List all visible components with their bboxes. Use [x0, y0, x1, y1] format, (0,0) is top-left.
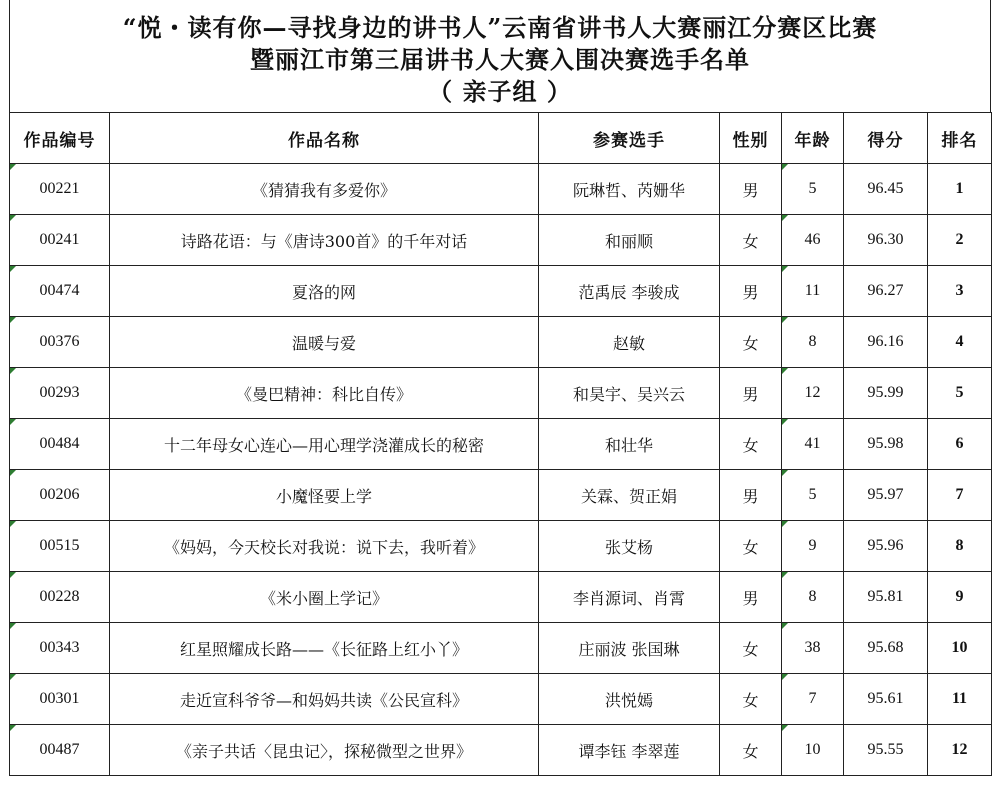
title-line-2: 暨丽江市第三届讲书人大赛入围决赛选手名单: [250, 45, 750, 74]
cell-id: 00515: [10, 521, 110, 572]
table-body: [10, 164, 992, 776]
cell-title: 小魔怪要上学: [110, 470, 539, 521]
cell-id: 00484: [10, 419, 110, 470]
cell-title: 《曼巴精神：科比自传》: [110, 368, 539, 419]
cell-score: 95.99: [844, 368, 928, 419]
cell-title: 诗路花语：与《唐诗300首》的千年对话: [110, 215, 539, 266]
cell-id: 00293: [10, 368, 110, 419]
cell-player: 谭李钰 李翠莲: [539, 725, 720, 776]
table-header-row: [10, 113, 992, 164]
cell-age: 38: [782, 623, 844, 674]
cell-id: 00241: [10, 215, 110, 266]
cell-rank: 1: [928, 164, 992, 215]
cell-score: 95.97: [844, 470, 928, 521]
cell-gender: 女: [720, 317, 782, 368]
cell-rank: 11: [928, 674, 992, 725]
cell-title: 《猜猜我有多爱你》: [110, 164, 539, 215]
cell-rank: 10: [928, 623, 992, 674]
cell-id: 00343: [10, 623, 110, 674]
cell-score: 96.16: [844, 317, 928, 368]
cell-player: 庄丽波 张国琳: [539, 623, 720, 674]
cell-id: 00221: [10, 164, 110, 215]
cell-age: 8: [782, 317, 844, 368]
cell-age: 7: [782, 674, 844, 725]
cell-player: 和丽顺: [539, 215, 720, 266]
table-row: [10, 674, 992, 725]
table-row: [10, 164, 992, 215]
title-line-1: “悦・读有你—寻找身边的讲书人”云南省讲书人大赛丽江分赛区比赛: [122, 13, 878, 42]
cell-title: 《米小圈上学记》: [110, 572, 539, 623]
cell-gender: 男: [720, 368, 782, 419]
cell-score: 95.55: [844, 725, 928, 776]
cell-player: 赵敏: [539, 317, 720, 368]
finalist-table: [9, 112, 992, 776]
cell-rank: 6: [928, 419, 992, 470]
table-row: [10, 368, 992, 419]
cell-age: 9: [782, 521, 844, 572]
cell-age: 41: [782, 419, 844, 470]
cell-age: 12: [782, 368, 844, 419]
cell-gender: 女: [720, 623, 782, 674]
header-rank: 排名: [928, 113, 992, 164]
cell-title: 《亲子共话〈昆虫记〉，探秘微型之世界》: [110, 725, 539, 776]
cell-player: 张艾杨: [539, 521, 720, 572]
cell-gender: 男: [720, 266, 782, 317]
cell-rank: 12: [928, 725, 992, 776]
header-title: 作品名称: [110, 113, 539, 164]
cell-rank: 3: [928, 266, 992, 317]
cell-player: 阮琳哲、芮姗华: [539, 164, 720, 215]
cell-score: 96.30: [844, 215, 928, 266]
cell-gender: 女: [720, 419, 782, 470]
cell-age: 5: [782, 470, 844, 521]
cell-age: 8: [782, 572, 844, 623]
cell-age: 5: [782, 164, 844, 215]
cell-player: 洪悦嫣: [539, 674, 720, 725]
cell-title: 十二年母女心连心—用心理学浇灌成长的秘密: [110, 419, 539, 470]
cell-player: 和壮华: [539, 419, 720, 470]
table-row: [10, 470, 992, 521]
title-line-3: （ 亲子组 ）: [428, 77, 572, 106]
cell-player: 和昊宇、吴兴云: [539, 368, 720, 419]
cell-score: 96.27: [844, 266, 928, 317]
cell-title: 走近宣科爷爷—和妈妈共读《公民宣科》: [110, 674, 539, 725]
cell-age: 11: [782, 266, 844, 317]
cell-rank: 9: [928, 572, 992, 623]
cell-score: 95.68: [844, 623, 928, 674]
cell-gender: 男: [720, 164, 782, 215]
document-title: [0, 12, 1000, 108]
cell-id: 00474: [10, 266, 110, 317]
cell-gender: 女: [720, 674, 782, 725]
header-score: 得分: [844, 113, 928, 164]
table-row: [10, 623, 992, 674]
cell-gender: 男: [720, 572, 782, 623]
table-row: [10, 419, 992, 470]
cell-rank: 7: [928, 470, 992, 521]
cell-id: 00206: [10, 470, 110, 521]
cell-title: 《妈妈，今天校长对我说：说下去，我听着》: [110, 521, 539, 572]
cell-score: 96.45: [844, 164, 928, 215]
cell-player: 李肖源词、肖霄: [539, 572, 720, 623]
table-row: [10, 725, 992, 776]
cell-player: 范禹辰 李骏成: [539, 266, 720, 317]
cell-gender: 女: [720, 725, 782, 776]
cell-age: 10: [782, 725, 844, 776]
cell-title: 夏洛的网: [110, 266, 539, 317]
cell-age: 46: [782, 215, 844, 266]
cell-id: 00487: [10, 725, 110, 776]
cell-rank: 5: [928, 368, 992, 419]
table-row: [10, 317, 992, 368]
cell-score: 95.81: [844, 572, 928, 623]
cell-gender: 女: [720, 521, 782, 572]
cell-rank: 8: [928, 521, 992, 572]
table-row: [10, 521, 992, 572]
cell-gender: 女: [720, 215, 782, 266]
cell-score: 95.96: [844, 521, 928, 572]
header-player: 参赛选手: [539, 113, 720, 164]
cell-rank: 4: [928, 317, 992, 368]
cell-score: 95.61: [844, 674, 928, 725]
table-row: [10, 572, 992, 623]
header-id: 作品编号: [10, 113, 110, 164]
cell-score: 95.98: [844, 419, 928, 470]
cell-title: 温暖与爱: [110, 317, 539, 368]
cell-title: 红星照耀成长路——《长征路上红小丫》: [110, 623, 539, 674]
cell-rank: 2: [928, 215, 992, 266]
cell-gender: 男: [720, 470, 782, 521]
table-row: [10, 215, 992, 266]
header-age: 年龄: [782, 113, 844, 164]
header-gender: 性别: [720, 113, 782, 164]
cell-id: 00228: [10, 572, 110, 623]
cell-id: 00376: [10, 317, 110, 368]
cell-id: 00301: [10, 674, 110, 725]
table-row: [10, 266, 992, 317]
cell-player: 关霖、贺正娟: [539, 470, 720, 521]
